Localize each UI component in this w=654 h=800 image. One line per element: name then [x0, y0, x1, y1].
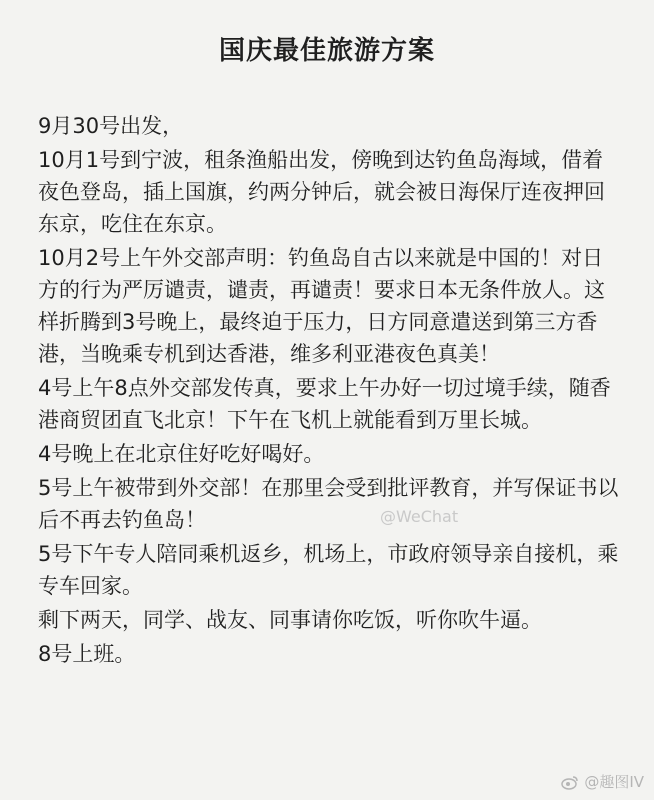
paragraph: 剩下两天，同学、战友、同事请你吃饭，听你吹牛逼。 — [38, 608, 542, 632]
paragraph: 4号上午8点外交部发传真，要求上午办好一切过境手续，随香港商贸团直飞北京！下午在飞机上就能看到万里长城。 — [38, 376, 611, 432]
paragraph: 5号上午被带到外交部！在那里会受到批评教育，并写保证书以后不再去钓鱼岛！ — [38, 476, 619, 532]
paragraph: 8号上班。 — [38, 642, 136, 666]
document-title: 国庆最佳旅游方案 — [218, 36, 435, 66]
weibo-icon — [560, 774, 580, 790]
document-body — [38, 110, 620, 672]
paragraph: 9月30号出发， — [38, 114, 184, 138]
weibo-watermark — [560, 771, 644, 792]
weibo-watermark-text: @趣图IV — [584, 773, 644, 791]
wechat-watermark: @WeChat — [380, 507, 459, 526]
paragraph: 10月1号到宁波，租条渔船出发，傍晚到达钓鱼岛海域，借着夜色登岛，插上国旗，约两分钟后，就会被日海保厅连夜押回东京，吃住在东京。 — [38, 148, 605, 236]
paragraph: 10月2号上午外交部声明：钓鱼岛自古以来就是中国的！对日方的行为严厉谴责，谴责，再谴责！要求日本无条件放人。这样折腾到3号晚上，最终迫于压力，日方同意遣送到第三方香港，当晚乘专机到达香港，维多利亚港夜色真美！ — [38, 246, 605, 366]
paragraph: 4号晚上在北京住好吃好喝好。 — [38, 442, 325, 466]
paragraph: 5号下午专人陪同乘机返乡，机场上，市政府领导亲自接机，乘专车回家。 — [38, 542, 619, 598]
